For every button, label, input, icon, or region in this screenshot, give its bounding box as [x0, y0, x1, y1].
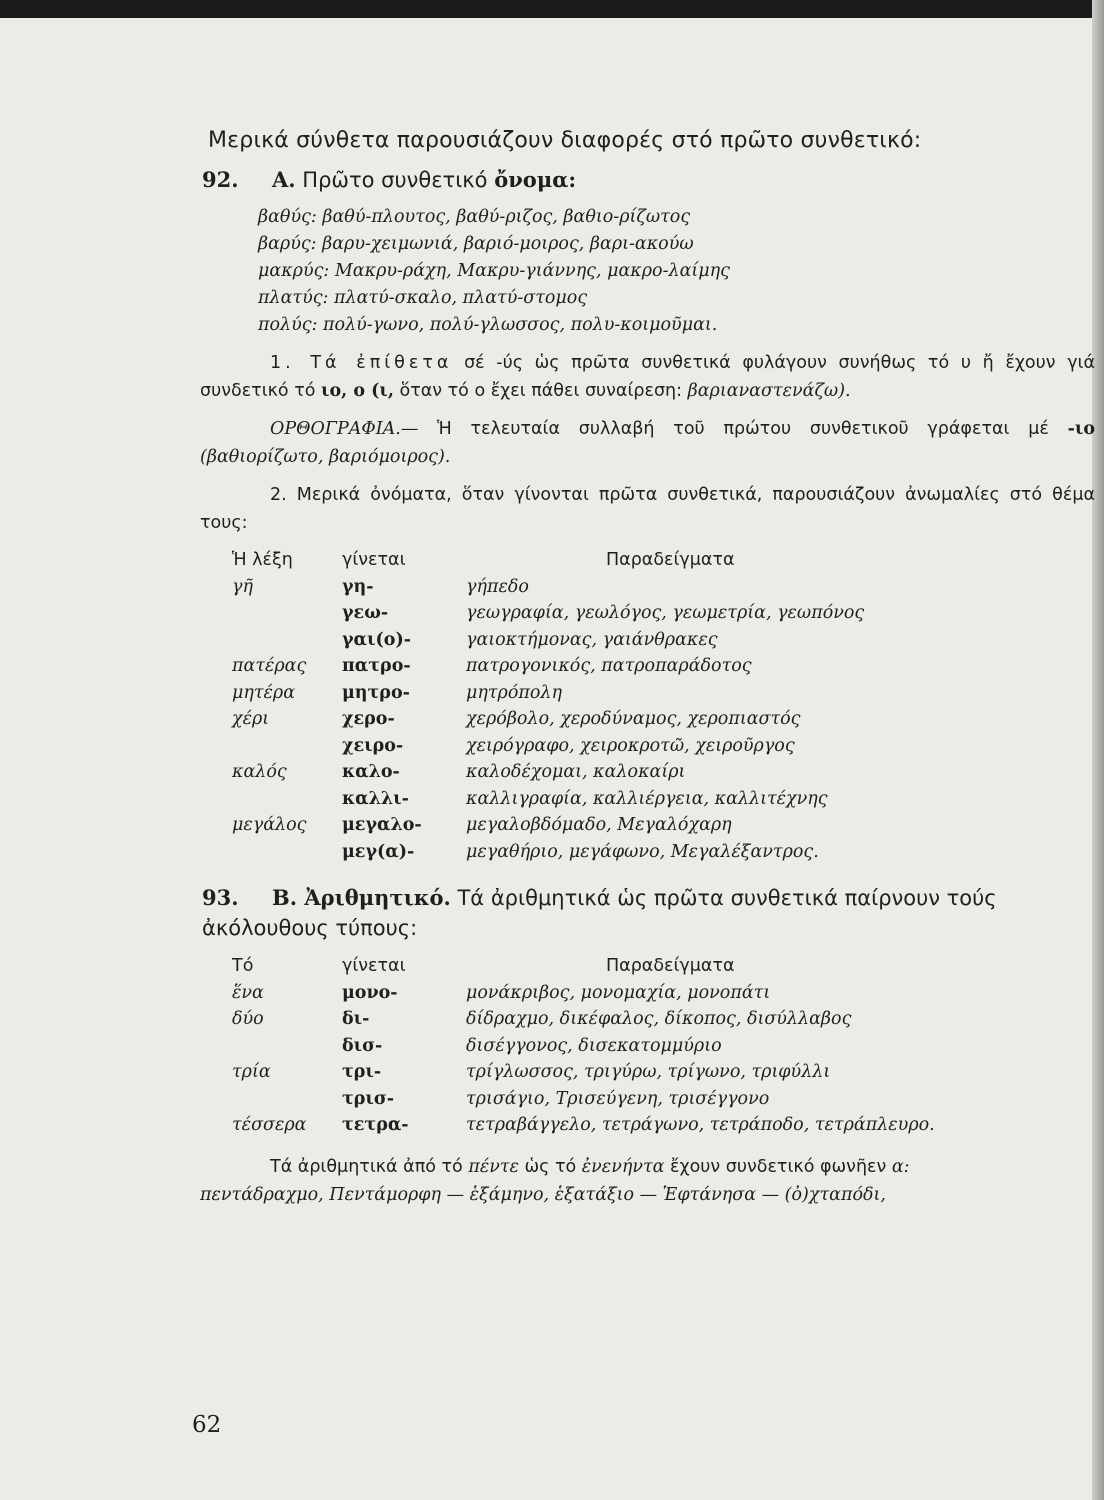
table-row [200, 706, 1095, 733]
form-cell: γαι(ο)- [342, 629, 411, 650]
note-1-body: σέ -ύς ὡς πρῶτα συνθετικά φυλάγουν συνήθως τό υ ἤ ἔχουν γιά συνδετικό τό [200, 353, 1096, 401]
examples-cell: γήπεδο [466, 576, 529, 597]
example-line: βαθύς: βαθύ-πλουτος, βαθύ-ριζος, βαθιο-ρίζωτος [258, 207, 691, 227]
closing-vowel: α: [891, 1156, 910, 1177]
numeral-cell: τέσσερα [232, 1115, 307, 1136]
section-92-title: Πρῶτο συνθετικό [302, 168, 488, 192]
header-cell: γίνεται [342, 956, 406, 977]
form-cell: γη- [342, 576, 374, 597]
numeral-cell: τρία [232, 1062, 271, 1083]
form-cell: μονο- [342, 982, 398, 1003]
form-cell: πατρο- [342, 656, 411, 677]
examples-cell: καλλιγραφία, καλλιέργεια, καλλιτέχνης [466, 788, 828, 809]
table-row [200, 680, 1095, 707]
examples-cell: χειρόγραφο, χειροκροτῶ, χειροῦργος [466, 735, 795, 756]
header-cell: Ἡ λέξη [232, 550, 293, 571]
table-header [200, 547, 1095, 574]
scan-top-edge [0, 0, 1104, 18]
section-92-title-bold: ὄνομα: [494, 167, 577, 192]
table-row [200, 839, 1095, 866]
numeral-cell: δύο [232, 1009, 264, 1030]
closing-paragraph [200, 1153, 1095, 1209]
note-1-lead: 1. Τά ἐπίθετα [270, 353, 453, 373]
header-cell: γίνεται [342, 550, 406, 571]
note-1-example: βαριαναστενάζω). [687, 381, 851, 401]
form-cell: δι- [342, 1009, 370, 1030]
table-row [200, 786, 1095, 813]
section-92-examples [258, 204, 1095, 339]
note-1-tail: ὅταν τό ο ἔχει πάθει συναίρεση: [393, 381, 688, 401]
table-row [200, 733, 1095, 760]
orthography-note [200, 415, 1095, 471]
orthography-lead: ΟΡΘΟΓΡΑΦΙΑ.— [270, 419, 419, 439]
form-cell: τρισ- [342, 1088, 395, 1109]
book-page [200, 128, 1095, 1219]
form-cell: καλλι- [342, 788, 409, 809]
note-1-bold: ιο, ο (ι, [321, 381, 394, 401]
section-93-heading [202, 883, 1095, 943]
examples-cell: γεωγραφία, γεωλόγος, γεωμετρία, γεωπόνος [466, 603, 865, 624]
header-cell: Παραδείγματα [606, 956, 735, 977]
example-line: βαρύς: βαρυ-χειμωνιά, βαριό-μοιρος, βαρι-ακούω [258, 234, 694, 254]
examples-cell: τρίγλωσσος, τριγύρω, τρίγωνο, τριφύλλι [466, 1062, 831, 1083]
examples-cell: δισέγγονος, δισεκατομμύριο [466, 1035, 722, 1056]
numeral-cell: ἕνα [232, 982, 264, 1003]
table-row [200, 600, 1095, 627]
table-row [200, 1033, 1095, 1060]
word-cell: πατέρας [232, 656, 307, 677]
table-row [200, 1086, 1095, 1113]
examples-cell: χερόβολο, χεροδύναμος, χεροπιαστός [466, 709, 801, 730]
table-row [200, 759, 1095, 786]
table-row [200, 1112, 1095, 1139]
form-cell: δισ- [342, 1035, 383, 1056]
form-cell: μητρο- [342, 682, 410, 703]
examples-cell: πατρογονικός, πατροπαράδοτος [466, 656, 752, 677]
examples-cell: γαιοκτήμονας, γαιάνθρακες [466, 629, 718, 650]
note-1 [200, 349, 1095, 405]
closing-term-1: πέντε [468, 1156, 519, 1177]
examples-cell: μονάκριβος, μονομαχία, μονοπάτι [466, 982, 771, 1003]
form-cell: γεω- [342, 603, 389, 624]
examples-cell: καλοδέχομαι, καλοκαίρι [466, 762, 686, 783]
form-cell: τρι- [342, 1062, 382, 1083]
section-93-title-rest: Τά ἀριθμητικά ὡς πρῶτα συνθετικά παίρνουν τούς ἀκόλουθους τύπους: [202, 886, 997, 940]
closing-pre: Τά ἀριθμητικά ἀπό τό [270, 1156, 469, 1177]
table-row [200, 574, 1095, 601]
orthography-example: (βαθιορίζωτο, βαριόμοιρος). [200, 447, 451, 467]
note-2: 2. Μερικά ὀνόματα, ὅταν γίνονται πρῶτα συνθετικά, παρουσιάζουν ἀνωμαλίες στό θέμα τους: [200, 485, 1095, 533]
word-cell: καλός [232, 762, 287, 783]
section-92-number: 92. [202, 167, 239, 192]
table-header [200, 953, 1095, 980]
orthography-body: Ἡ τελευταία συλλαβή τοῦ πρώτου συνθετικοῦ γράφεται μέ [418, 419, 1068, 439]
intro-line: Μερικά σύνθετα παρουσιάζουν διαφορές στό πρῶτο συνθετικό: [208, 128, 922, 153]
section-93-title-bold: Β. Ἀριθμητικό. [272, 885, 451, 910]
form-cell: χερο- [342, 709, 395, 730]
section-92-letter: Α. [272, 167, 296, 192]
page-number: 62 [192, 1412, 222, 1438]
section-92-heading [202, 167, 1095, 192]
word-cell: γῆ [232, 576, 253, 597]
closing-mid: ὡς τό [518, 1156, 582, 1177]
orthography-bold: -ιο [1067, 419, 1095, 439]
table-row [200, 1006, 1095, 1033]
table-row [200, 653, 1095, 680]
examples-cell: τετραβάγγελο, τετράγωνο, τετράποδο, τετράπλευρο. [466, 1115, 935, 1136]
examples-cell: μητρόπολη [466, 682, 562, 703]
form-cell: μεγαλο- [342, 815, 422, 836]
word-cell: μεγάλος [232, 815, 307, 836]
header-cell: Τό [232, 956, 254, 977]
closing-post: ἔχουν συνδετικό φωνῆεν [664, 1156, 892, 1177]
closing-term-2: ἐνενήντα [581, 1156, 665, 1177]
form-cell: χειρο- [342, 735, 404, 756]
example-line: πλατύς: πλατύ-σκαλο, πλατύ-στομος [258, 288, 588, 308]
form-cell: καλο- [342, 762, 400, 783]
table-row [200, 1059, 1095, 1086]
table-row [200, 980, 1095, 1007]
example-line: μακρύς: Μακρυ-ράχη, Μακρυ-γιάννης, μακρο-λαίμης [258, 261, 730, 281]
word-cell: χέρι [232, 709, 270, 730]
form-cell: τετρα- [342, 1115, 409, 1136]
closing-examples: πεντάδραχμο, Πεντάμορφη — ἑξάμηνο, ἑξατάξιο — Ἑφτάνησα — (ὀ)χταπόδι, [200, 1184, 886, 1205]
table-93 [200, 953, 1095, 1139]
word-cell: μητέρα [232, 682, 296, 703]
table-row [200, 812, 1095, 839]
example-line: πολύς: πολύ-γωνο, πολύ-γλωσσος, πολυ-κοιμοῦμαι. [258, 315, 718, 335]
section-93-number: 93. [202, 885, 239, 910]
table-92 [200, 547, 1095, 865]
examples-cell: τρισάγιο, Τρισεύγενη, τρισέγγονο [466, 1088, 770, 1109]
form-cell: μεγ(α)- [342, 841, 415, 862]
table-row [200, 627, 1095, 654]
examples-cell: μεγαθήριο, μεγάφωνο, Μεγαλέξαντρος. [466, 841, 819, 862]
examples-cell: μεγαλοβδόμαδο, Μεγαλόχαρη [466, 815, 732, 836]
examples-cell: δίδραχμο, δικέφαλος, δίκοπος, δισύλλαβος [466, 1009, 852, 1030]
header-cell: Παραδείγματα [606, 550, 735, 571]
